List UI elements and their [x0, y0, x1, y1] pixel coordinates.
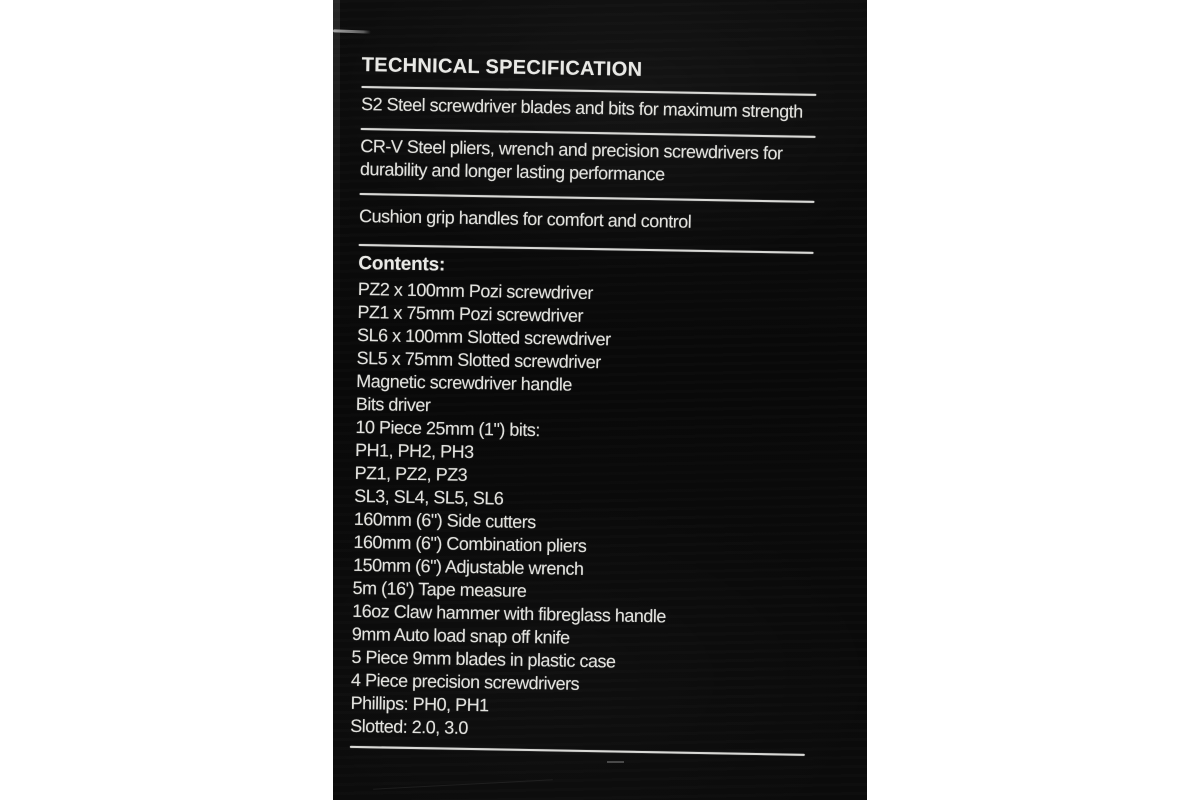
list-item: 5 Piece 9mm blades in plastic case — [351, 646, 616, 672]
spec-line-grip: Cushion grip handles for comfort and control — [358, 205, 692, 232]
list-item: PZ2 x 100mm Pozi screwdriver — [357, 278, 594, 304]
product-box — [333, 0, 867, 800]
panel-title: TECHNICAL SPECIFICATION — [361, 53, 643, 81]
list-item: SL6 x 100mm Slotted screwdriver — [356, 324, 611, 350]
list-item: SL3, SL4, SL5, SL6 — [354, 485, 504, 509]
scratch-mark — [607, 761, 624, 763]
list-item: Slotted: 2.0, 3.0 — [350, 715, 468, 738]
list-item: 9mm Auto load snap off knife — [351, 623, 570, 648]
list-item: 5m (16') Tape measure — [352, 577, 527, 601]
spec-line-steel: S2 Steel screwdriver blades and bits for maximum strength — [360, 93, 803, 122]
list-item: 150mm (6") Adjustable wrench — [352, 554, 584, 579]
list-item: Phillips: PH0, PH1 — [350, 692, 489, 716]
list-item: Bits driver — [355, 393, 431, 416]
box-edge-sheen — [333, 0, 340, 420]
list-item: 160mm (6") Side cutters — [353, 508, 536, 533]
list-item: 160mm (6") Combination pliers — [353, 531, 587, 556]
list-item: 4 Piece precision screwdrivers — [350, 669, 580, 694]
list-item: PZ1, PZ2, PZ3 — [354, 462, 468, 485]
contents-heading: Contents: — [358, 252, 446, 276]
divider-line — [350, 746, 805, 756]
contents-list — [350, 278, 848, 746]
list-item: SL5 x 75mm Slotted screwdriver — [356, 347, 601, 373]
list-item: Magnetic screwdriver handle — [356, 370, 573, 395]
spec-panel — [350, 52, 852, 756]
list-item: 10 Piece 25mm (1") bits: — [355, 416, 541, 441]
spec-line-crv: CR-V Steel pliers, wrench and precision screwdrivers for durability and longer lasting performance — [359, 135, 783, 185]
list-item: 16oz Claw hammer with fibreglass handle — [352, 600, 667, 627]
crease-line — [373, 779, 553, 789]
divider-line — [360, 193, 815, 203]
list-item: PZ1 x 75mm Pozi screwdriver — [357, 301, 584, 326]
list-item: PH1, PH2, PH3 — [354, 439, 474, 463]
